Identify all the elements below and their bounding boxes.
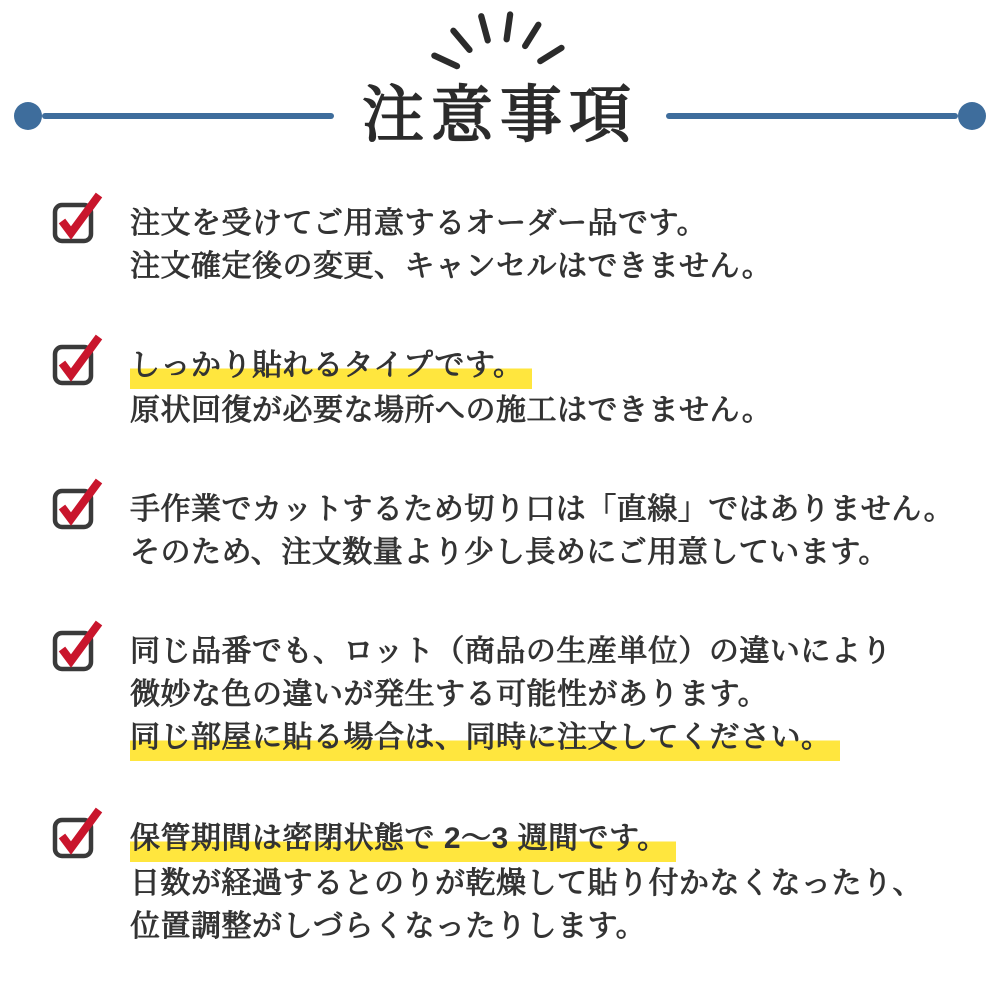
checkbox-checked-icon [52,191,104,254]
header [0,82,1000,150]
checkmark-icon [62,481,99,519]
accent-line-right [666,102,986,130]
checkbox-checked-icon [52,477,104,540]
notice-item-2 [52,344,970,432]
checkbox-checked-icon [52,806,104,869]
notice-item-4 [52,630,970,761]
notice-line: 微妙な色の違いが発生する可能性があります。 [130,678,769,712]
checkmark-icon [62,195,99,233]
notice-line: そのため、注文数量より少し長めにご用意しています。 [130,536,889,570]
page-title: 注意事項 [362,81,639,150]
notice-line: 同じ品番でも、ロット（商品の生産単位）の違いにより [130,635,892,669]
notice-line: 位置調整がしづらくなったりします。 [130,910,647,944]
sparkle-icon [0,10,1000,76]
accent-dot-right [958,102,986,130]
notice-line [130,344,970,389]
checkmark-icon [62,623,99,661]
notice-line: 注文を受けてご用意するオーダー品です。 [130,207,708,241]
checkmark-icon [62,337,99,375]
notice-line: 注文確定後の変更、キャンセルはできません。 [130,250,773,284]
highlighted-text: 保管期間は密閉状態で 2～3 週間です。 [130,817,676,862]
checkbox-checked-icon [52,333,104,396]
checkbox-checked-icon [52,619,104,682]
accent-line-left [14,102,334,130]
notice-line [130,716,970,761]
notice-line: 原状回復が必要な場所への施工はできません。 [130,394,773,428]
notice-item-1 [52,202,970,288]
notice-line: 手作業でカットするため切り口は「直線」ではありません。 [130,493,955,527]
notice-item-3 [52,488,970,574]
accent-dot-left [14,102,42,130]
notice-line [130,817,970,862]
highlighted-text: しっかり貼れるタイプです。 [130,344,532,389]
notice-line: 日数が経過するとのりが乾燥して貼り付かなくなったり、 [130,867,923,901]
notice-list [0,202,1000,948]
checkmark-icon [62,810,99,848]
highlighted-text: 同じ部屋に貼る場合は、同時に注文してください。 [130,716,840,761]
notice-item-5 [52,817,970,948]
